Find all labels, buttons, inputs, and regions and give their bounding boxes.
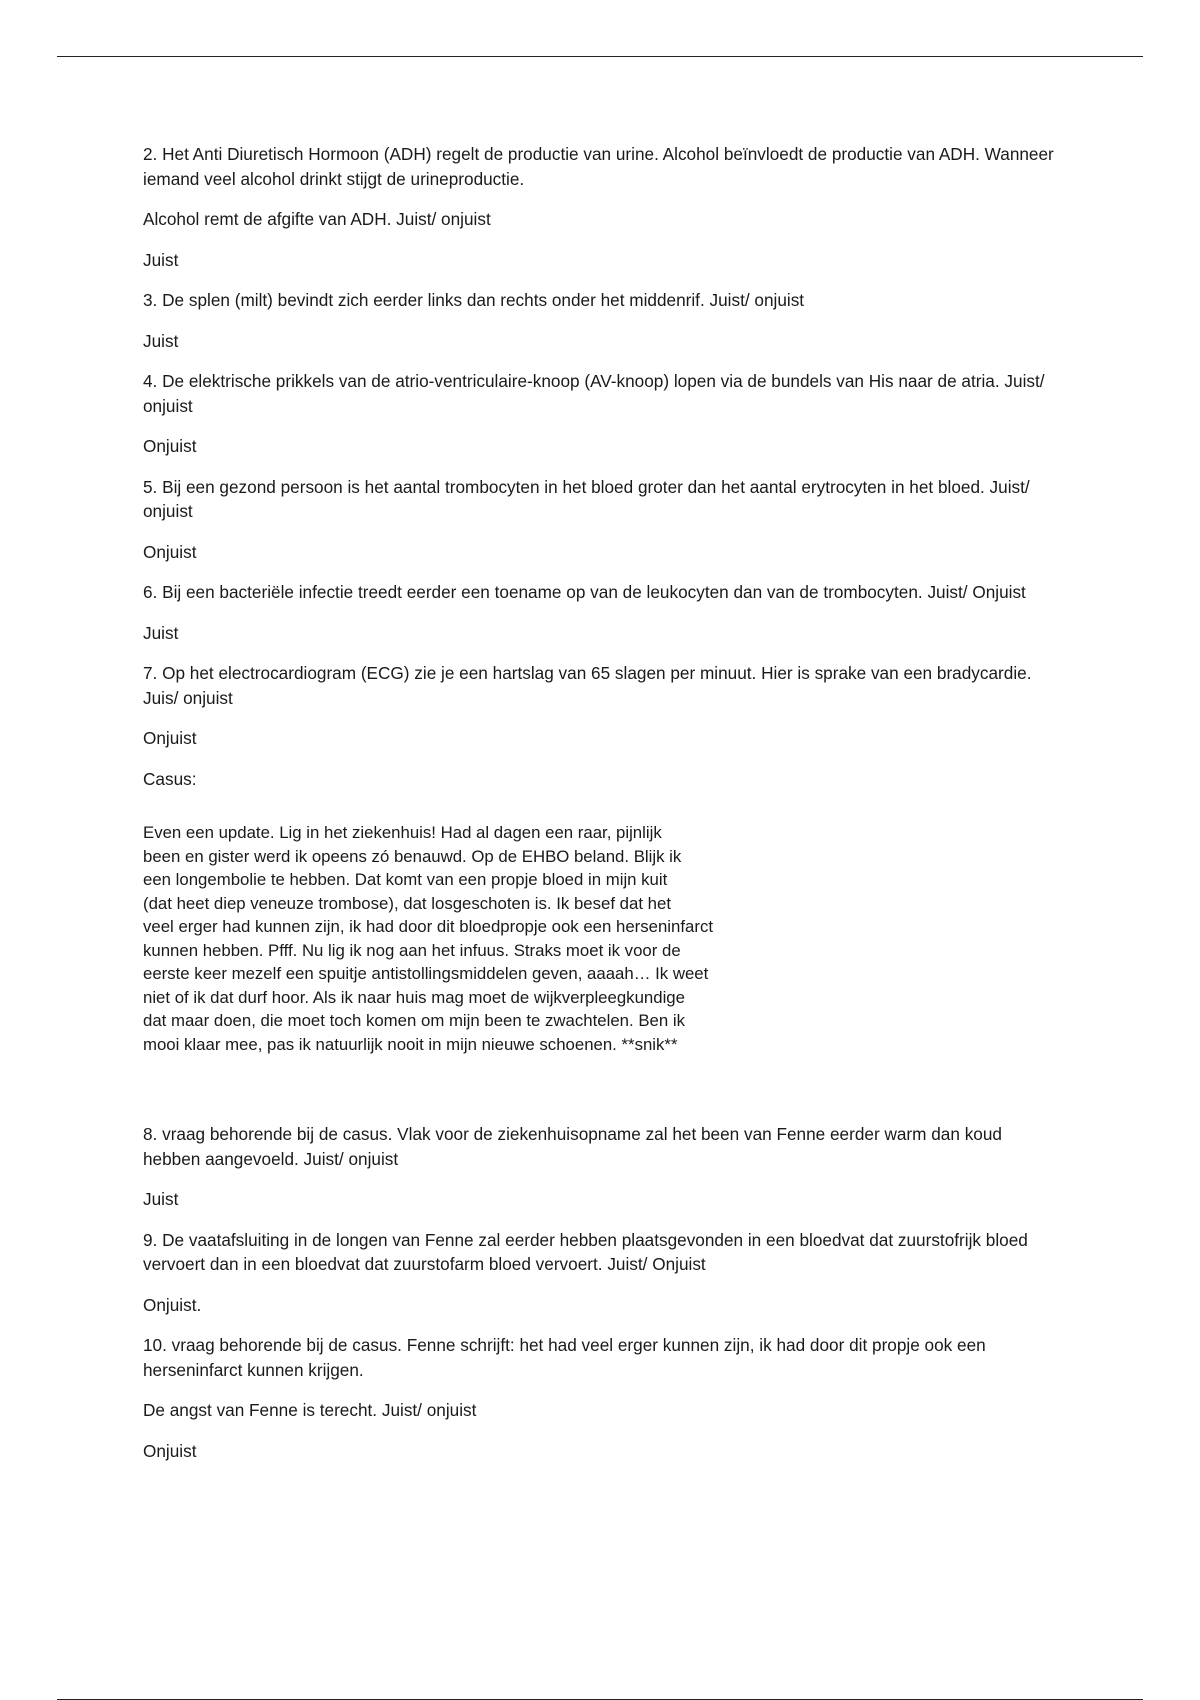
spacer xyxy=(143,1056,1063,1122)
casus-line: kunnen hebben. Pfff. Nu lig ik nog aan het infuus. Straks moet ik voor de xyxy=(143,940,681,960)
question-7: 7. Op het electrocardiogram (ECG) zie je een hartslag van 65 slagen per minuut. Hier is sprake van een bradycardie. Juis/ onjuist xyxy=(143,663,1032,708)
question-5: 5. Bij een gezond persoon is het aantal trombocyten in het bloed groter dan het aantal erytrocyten in het bloed. Juist/ onjuist xyxy=(143,476,1030,521)
question-2: 2. Het Anti Diuretisch Hormoon (ADH) regelt de productie van urine. Alcohol beïnvloedt de productie van ADH. Wanneer iemand veel alcohol drinkt stijgt de urineproductie. xyxy=(143,144,1054,189)
question-3: 3. De splen (milt) bevindt zich eerder links dan rechts onder het middenrif. Juist/ onjuist xyxy=(143,290,805,310)
casus-text xyxy=(143,821,1063,1056)
answer-7: Onjuist xyxy=(143,728,197,748)
question-8: 8. vraag behorende bij de casus. Vlak voor de ziekenhuisopname zal het been van Fenne eerder warm dan koud hebben aangevoeld. Juist/ onjuist xyxy=(143,1124,1002,1169)
answer-8: Juist xyxy=(143,1189,179,1209)
casus-line: been en gister werd ik opeens zó benauwd. Op de EHBO beland. Blijk ik xyxy=(143,846,682,866)
top-rule xyxy=(57,56,1143,57)
casus-heading: Casus: xyxy=(143,768,197,789)
answer-5: Onjuist xyxy=(143,541,197,562)
question-9: 9. De vaatafsluiting in de longen van Fenne zal eerder hebben plaatsgevonden in een bloedvat dat zuurstofrijk bloed vervoert dan in een bloedvat dat zuurstofarm bloed vervoert. Juist/ Onjuist xyxy=(143,1229,1028,1274)
answer-4: Onjuist xyxy=(143,436,197,456)
statement-2: Alcohol remt de afgifte van ADH. Juist/ onjuist xyxy=(143,209,491,229)
answer-9: Onjuist. xyxy=(143,1294,202,1315)
casus-line: mooi klaar mee, pas ik natuurlijk nooit in mijn nieuwe schoenen. **snik** xyxy=(143,1034,678,1054)
casus-line: veel erger had kunnen zijn, ik had door dit bloedpropje ook een herseninfarct xyxy=(143,917,714,936)
casus-line: (dat heet diep veneuze trombose), dat losgeschoten is. Ik besef dat het xyxy=(143,893,672,913)
question-4: 4. De elektrische prikkels van de atrio-ventriculaire-knoop (AV-knoop) lopen via de bundels van His naar de atria. Juist/ onjuist xyxy=(143,371,1045,416)
question-10: 10. vraag behorende bij de casus. Fenne schrijft: het had veel erger kunnen zijn, ik had door dit propje ook een herseninfarct kunnen krijgen. xyxy=(143,1335,986,1380)
answer-3: Juist xyxy=(143,330,179,351)
answer-10: Onjuist xyxy=(143,1440,197,1461)
casus-line: Even een update. Lig in het ziekenhuis! Had al dagen een raar, pijnlijk xyxy=(143,823,662,842)
casus-line: een longembolie te hebben. Dat komt van een propje bloed in mijn kuit xyxy=(143,870,668,889)
casus-line: eerste keer mezelf een spuitje antistollingsmiddelen geven, aaaah… Ik weet xyxy=(143,964,709,983)
casus-line: niet of ik dat durf hoor. Als ik naar huis mag moet de wijkverpleegkundige xyxy=(143,987,685,1007)
question-6: 6. Bij een bacteriële infectie treedt eerder een toename op van de leukocyten dan van de trombocyten. Juist/ Onjuist xyxy=(143,582,1026,602)
document-body xyxy=(143,142,1063,1479)
statement-10: De angst van Fenne is terecht. Juist/ onjuist xyxy=(143,1400,477,1420)
answer-6: Juist xyxy=(143,622,179,643)
answer-2: Juist xyxy=(143,249,179,270)
casus-line: dat maar doen, die moet toch komen om mijn been te zwachtelen. Ben ik xyxy=(143,1011,685,1030)
